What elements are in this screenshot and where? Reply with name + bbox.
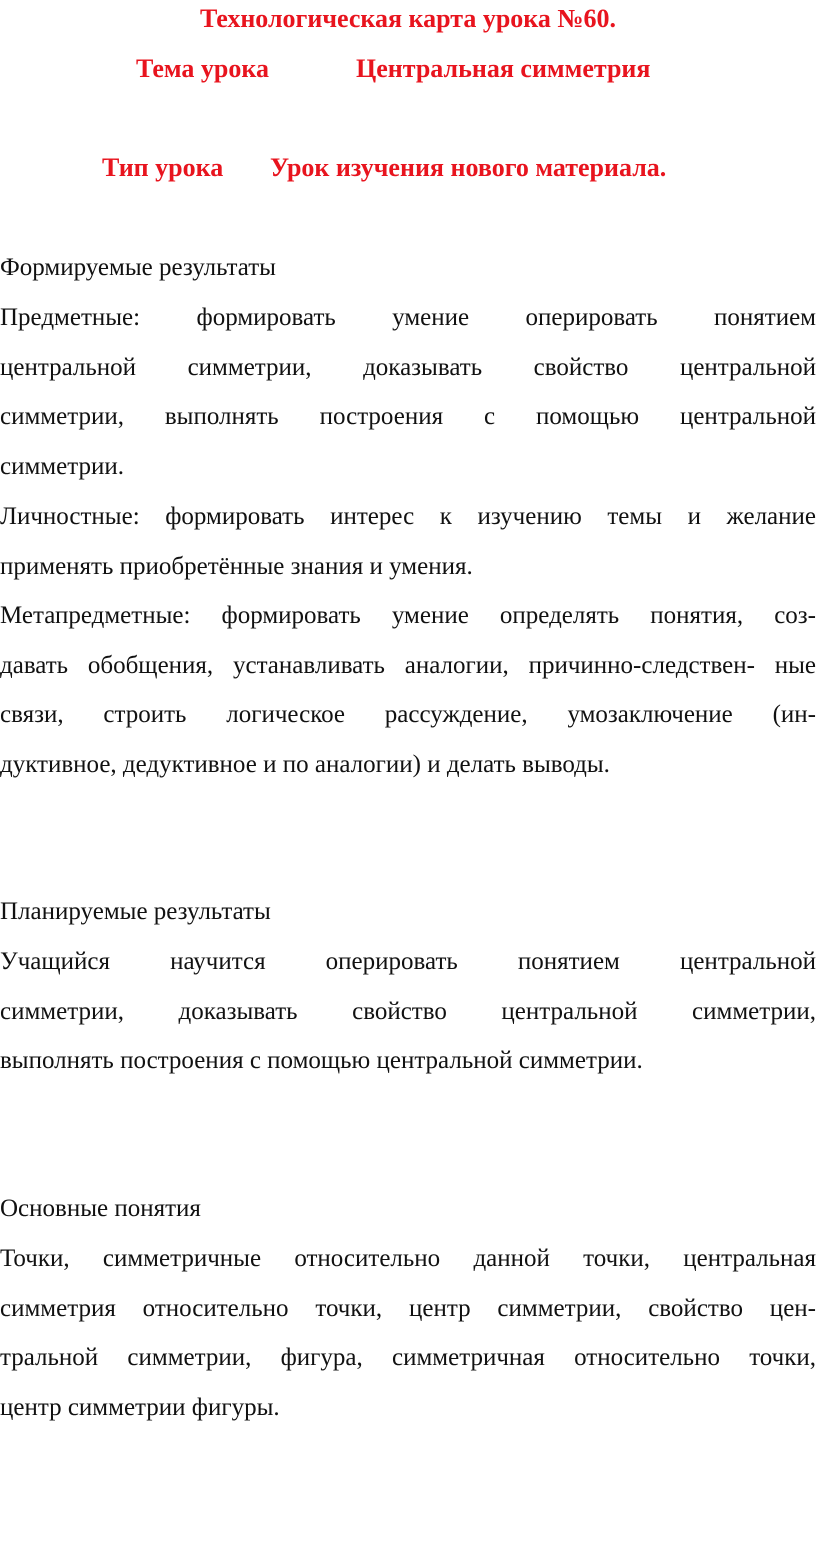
paragraph-line: Личностные: формировать интерес к изучению темы и желание: [0, 503, 816, 530]
paragraph-line: центральной симметрии, доказывать свойство центральной: [0, 353, 816, 381]
paragraph-line: Предметные: формировать умение оперировать понятием: [0, 304, 816, 331]
planned-results-heading: Планируемые результаты: [0, 898, 271, 925]
paragraph-line: симметрии, выполнять построения с помощью центральной: [0, 403, 816, 431]
paragraph-line: связи, строить логическое рассуждение, умозаключение (ин-: [0, 701, 816, 729]
paragraph-line: дуктивное, дедуктивное и по аналогии) и делать выводы.: [0, 751, 610, 779]
paragraph-line: Учащийся научится оперировать понятием центральной: [0, 948, 816, 975]
formed-results-heading: Формируемые результаты: [0, 254, 276, 281]
paragraph-line: симметрии, доказывать свойство центральной симметрии,: [0, 997, 816, 1025]
paragraph-line: центр симметрии фигуры.: [0, 1394, 280, 1422]
subject-results-paragraph: [0, 293, 816, 492]
paragraph-line: симметрия относительно точки, центр симметрии, свойство цен-: [0, 1294, 816, 1322]
key-concepts-heading: Основные понятия: [0, 1195, 201, 1222]
lesson-type-label: Тип урока: [102, 153, 224, 182]
lesson-type-value: Урок изучения нового материала.: [270, 153, 667, 182]
key-concepts-paragraph: [0, 1234, 816, 1433]
paragraph-line: симметрии.: [0, 453, 124, 481]
lesson-topic-value: Центральная симметрия: [356, 54, 651, 83]
paragraph-line: Метапредметные: формировать умение определять понятия, соз-: [0, 602, 816, 629]
lesson-topic-label: Тема урока: [136, 54, 269, 83]
document-title: Технологическая карта урока №60.: [199, 4, 617, 33]
paragraph-line: Точки, симметричные относительно данной точки, центральная: [0, 1245, 816, 1272]
personal-results-paragraph: [0, 492, 816, 591]
meta-results-paragraph: [0, 591, 816, 790]
paragraph-line: давать обобщения, устанавливать аналогии, причинно-следствен- ные: [0, 651, 816, 679]
lesson-topic-row: [0, 52, 816, 86]
paragraph-line: выполнять построения с помощью центральной симметрии.: [0, 1047, 643, 1075]
planned-results-paragraph: [0, 937, 816, 1086]
paragraph-line: применять приобретённые знания и умения.: [0, 552, 473, 580]
lesson-type-row: [0, 151, 816, 185]
paragraph-line: тральной симметрии, фигура, симметричная относительно точки,: [0, 1344, 816, 1372]
